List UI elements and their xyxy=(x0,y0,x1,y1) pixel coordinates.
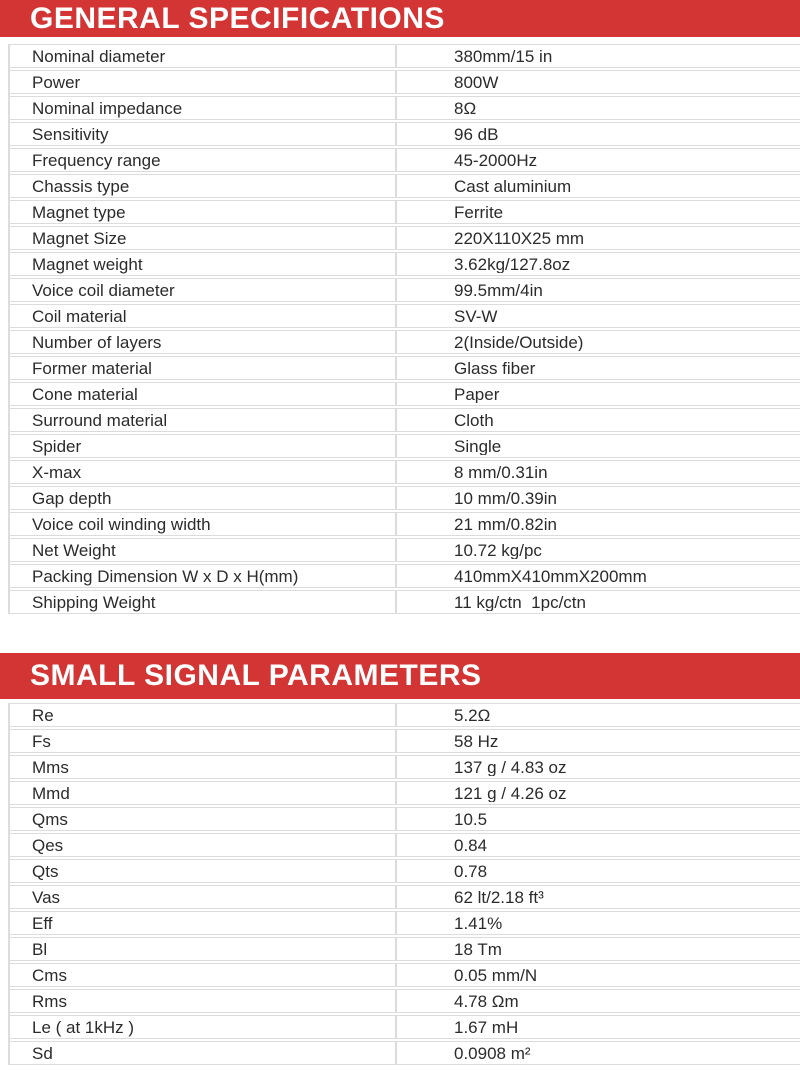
spec-label: Cone material xyxy=(10,383,397,405)
spec-label: Vas xyxy=(10,886,397,908)
table-row xyxy=(10,252,800,276)
table-row xyxy=(10,729,800,753)
table-row xyxy=(10,703,800,727)
spec-value: 10.72 kg/pc xyxy=(454,541,542,559)
spec-value: 18 Tm xyxy=(454,940,502,958)
table-row xyxy=(10,70,800,94)
spec-value: 220X110X25 mm xyxy=(454,229,585,247)
spec-value: 8Ω xyxy=(454,99,477,117)
spec-label: Magnet weight xyxy=(10,253,397,275)
spec-value: 1.41% xyxy=(454,914,503,932)
table-row xyxy=(10,226,800,250)
spec-value: 21 mm/0.82in xyxy=(454,515,557,533)
table-row xyxy=(10,1015,800,1039)
table-row xyxy=(10,148,800,172)
spec-label: Number of layers xyxy=(10,331,397,353)
spec-label: Magnet type xyxy=(10,201,397,223)
spec-table xyxy=(8,703,800,1065)
spec-label: Gap depth xyxy=(10,487,397,509)
spec-value: 0.78 xyxy=(454,862,488,880)
spec-value: 11 kg/ctn 1pc/ctn xyxy=(454,593,586,611)
spec-value: 1.67 mH xyxy=(454,1018,519,1036)
section-title: SMALL SIGNAL PARAMETERS xyxy=(30,659,482,692)
spec-label: Le ( at 1kHz ) xyxy=(10,1016,397,1038)
table-row xyxy=(10,356,800,380)
table-row xyxy=(10,122,800,146)
table-row xyxy=(10,963,800,987)
table-row xyxy=(10,590,800,614)
spec-value: 99.5mm/4in xyxy=(454,281,543,299)
section-header xyxy=(0,0,800,37)
spec-label: Frequency range xyxy=(10,149,397,171)
table-row xyxy=(10,1041,800,1065)
spec-value: Glass fiber xyxy=(454,359,536,377)
spec-value: 800W xyxy=(454,73,499,91)
spec-label: Former material xyxy=(10,357,397,379)
spec-value: 3.62kg/127.8oz xyxy=(454,255,571,273)
spec-value: 380mm/15 in xyxy=(454,47,553,65)
spec-label: Qts xyxy=(10,860,397,882)
spec-value: 0.05 mm/N xyxy=(454,966,538,984)
spec-value: 45-2000Hz xyxy=(454,151,538,169)
spec-label: Mms xyxy=(10,756,397,778)
spec-value: 410mmX410mmX200mm xyxy=(454,567,647,585)
spec-value: 10.5 xyxy=(454,810,488,828)
spec-label: Nominal impedance xyxy=(10,97,397,119)
table-row xyxy=(10,200,800,224)
table-row xyxy=(10,382,800,406)
table-row xyxy=(10,885,800,909)
table-row xyxy=(10,278,800,302)
table-row xyxy=(10,330,800,354)
spec-value: 58 Hz xyxy=(454,732,499,750)
table-row xyxy=(10,807,800,831)
table-row xyxy=(10,833,800,857)
spec-value: 5.2Ω xyxy=(454,706,491,724)
spec-label: X-max xyxy=(10,461,397,483)
spec-label: Spider xyxy=(10,435,397,457)
spec-label: Cms xyxy=(10,964,397,986)
table-row xyxy=(10,937,800,961)
spec-value: 10 mm/0.39in xyxy=(454,489,557,507)
table-row xyxy=(10,434,800,458)
table-row xyxy=(10,96,800,120)
spec-table xyxy=(8,44,800,614)
section-header xyxy=(0,653,800,699)
spec-value: Cast aluminium xyxy=(454,177,572,195)
table-row xyxy=(10,304,800,328)
section-small-signal-parameters xyxy=(0,653,800,1065)
spec-label: Re xyxy=(10,704,397,726)
spec-label: Fs xyxy=(10,730,397,752)
table-row xyxy=(10,512,800,536)
table-row xyxy=(10,486,800,510)
spec-value: 0.84 xyxy=(454,836,488,854)
spec-label: Surround material xyxy=(10,409,397,431)
spec-value: Single xyxy=(454,437,502,455)
section-title: GENERAL SPECIFICATIONS xyxy=(30,1,445,35)
table-row xyxy=(10,859,800,883)
spec-value: 8 mm/0.31in xyxy=(454,463,548,481)
spec-value: Ferrite xyxy=(454,203,504,221)
table-row xyxy=(10,564,800,588)
spec-label: Qes xyxy=(10,834,397,856)
spec-label: Power xyxy=(10,71,397,93)
spec-label: Sensitivity xyxy=(10,123,397,145)
spec-label: Packing Dimension W x D x H(mm) xyxy=(10,565,397,587)
spec-value: 0.0908 m² xyxy=(454,1044,531,1062)
spec-label: Bl xyxy=(10,938,397,960)
table-row xyxy=(10,460,800,484)
spec-label: Shipping Weight xyxy=(10,591,397,613)
table-row xyxy=(10,911,800,935)
table-row xyxy=(10,781,800,805)
spec-value: 62 lt/2.18 ft³ xyxy=(454,888,544,906)
spec-value: 137 g / 4.83 oz xyxy=(454,758,567,776)
spec-value: 96 dB xyxy=(454,125,499,143)
spec-label: Net Weight xyxy=(10,539,397,561)
spec-label: Magnet Size xyxy=(10,227,397,249)
table-row xyxy=(10,538,800,562)
table-row xyxy=(10,755,800,779)
spec-label: Eff xyxy=(10,912,397,934)
table-row xyxy=(10,989,800,1013)
table-row xyxy=(10,408,800,432)
spec-label: Coil material xyxy=(10,305,397,327)
spec-label: Rms xyxy=(10,990,397,1012)
spec-value: 121 g / 4.26 oz xyxy=(454,784,567,802)
spec-value: 4.78 Ωm xyxy=(454,992,519,1010)
spec-label: Voice coil diameter xyxy=(10,279,397,301)
spec-value: Paper xyxy=(454,385,500,403)
spec-label: Sd xyxy=(10,1042,397,1064)
spec-label: Voice coil winding width xyxy=(10,513,397,535)
table-row xyxy=(10,44,800,68)
spec-value: 2(Inside/Outside) xyxy=(454,333,584,351)
spec-value: Cloth xyxy=(454,411,494,429)
table-row xyxy=(10,174,800,198)
spec-label: Mmd xyxy=(10,782,397,804)
spec-label: Nominal diameter xyxy=(10,45,397,67)
spec-value: SV-W xyxy=(454,307,498,325)
spec-label: Qms xyxy=(10,808,397,830)
spec-label: Chassis type xyxy=(10,175,397,197)
